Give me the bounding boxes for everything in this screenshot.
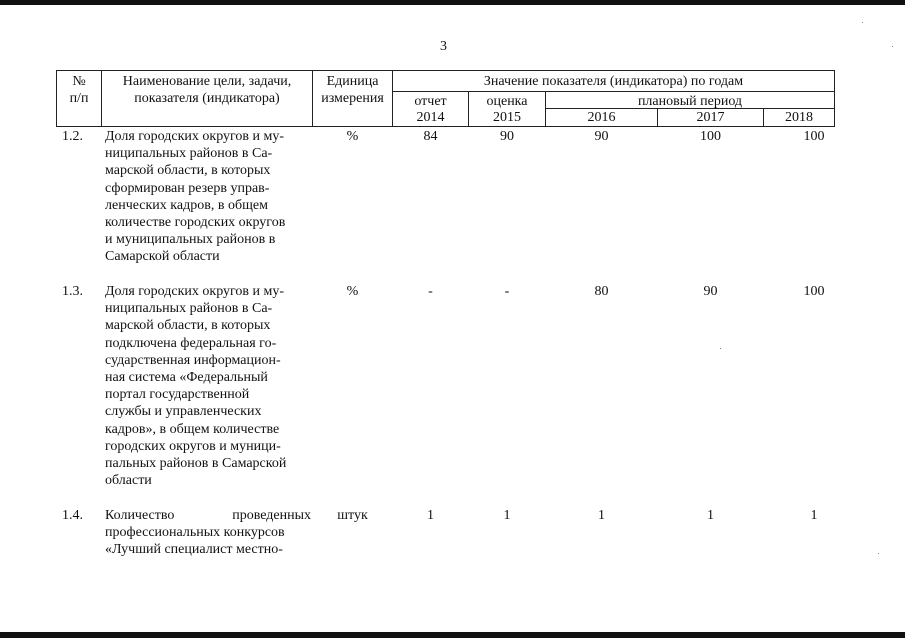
- row-value: 1: [598, 508, 605, 523]
- row-name: [105, 128, 311, 266]
- row-name-line: марской области, в которых: [105, 163, 271, 179]
- row-value: 1: [707, 508, 714, 523]
- header-num: № п/п: [69, 74, 89, 106]
- row-value: 90: [703, 284, 718, 299]
- header-year: 2015: [493, 110, 521, 125]
- row-unit: %: [346, 129, 359, 144]
- bottom-border: [0, 632, 905, 638]
- row-name-line: кадров», в общем количестве: [105, 421, 280, 437]
- scan-speck: [892, 46, 893, 47]
- row-unit: %: [346, 284, 359, 299]
- row-value: 100: [803, 284, 825, 299]
- row-name-line: количестве городских округов: [105, 215, 286, 231]
- top-border: [0, 0, 905, 5]
- row-value: 90: [594, 129, 609, 144]
- row-name-line: марской области, в которых: [105, 318, 271, 334]
- row-value: -: [504, 284, 510, 299]
- row-value: 84: [423, 129, 438, 144]
- header-report: отчет: [414, 94, 447, 109]
- row-value: 90: [500, 129, 514, 144]
- row-value: 100: [803, 129, 825, 144]
- header-planned-period: плановый период: [637, 94, 743, 109]
- header-unit: Единица измерения: [321, 74, 384, 106]
- page-number: 3: [440, 39, 447, 54]
- row-name: [105, 507, 311, 559]
- row-number: 1.2.: [62, 129, 83, 144]
- row-name-line: службы и управленческих: [105, 404, 262, 420]
- row-name-line: Самарской области: [105, 249, 220, 265]
- row-name-line: ленческих кадров, в общем: [105, 197, 268, 213]
- row-name-line: сформирован резерв управ-: [105, 180, 270, 196]
- row-value: -: [428, 284, 433, 299]
- row-name-line: ниципальных районов в Са-: [105, 146, 273, 162]
- row-number: 1.4.: [62, 508, 83, 523]
- row-name-line: и муниципальных районов в: [105, 232, 276, 248]
- row-name-line: области: [105, 473, 152, 489]
- row-number: 1.3.: [62, 284, 83, 299]
- header-name: Наименование цели, задачи, показателя (индикатора): [122, 74, 292, 106]
- header-estimate: оценка: [486, 94, 528, 109]
- row-unit: штук: [337, 508, 368, 523]
- row-value: 80: [594, 284, 609, 299]
- scan-speck: [878, 553, 879, 554]
- header-mid-line: [392, 91, 835, 92]
- header-year: 2018: [785, 110, 813, 125]
- row-name-line: пальных районов в Самарской: [105, 456, 287, 472]
- scan-speck: [720, 348, 721, 349]
- row-value: 100: [700, 129, 721, 144]
- row-name-line: портал государственной: [105, 387, 250, 403]
- header-bottom-line: [56, 126, 835, 127]
- row-value: 1: [810, 508, 818, 523]
- row-name-line: профессиональных конкурсов: [105, 525, 285, 541]
- row-name-line: Количество проведенных: [105, 508, 311, 523]
- row-name-line: сударственная информацион-: [105, 352, 281, 368]
- row-name: [105, 283, 311, 489]
- scan-speck: [862, 22, 863, 23]
- row-name-line: ниципальных районов в Са-: [105, 301, 273, 317]
- row-name-line: «Лучший специалист местно-: [105, 542, 283, 558]
- row-name-line: подключена федеральная го-: [105, 335, 277, 351]
- header-year: 2017: [696, 110, 725, 125]
- header-values-title: Значение показателя (индикатора) по годам: [483, 74, 744, 89]
- header-top-line: [56, 70, 835, 71]
- row-name-line: ная система «Федеральный: [105, 370, 268, 386]
- header-year: 2016: [587, 110, 616, 125]
- header-year: 2014: [416, 110, 445, 125]
- row-value: 1: [427, 508, 434, 523]
- header-vline: [834, 70, 835, 127]
- row-name-line: городских округов и муници-: [105, 438, 281, 454]
- row-name-line: Доля городских округов и му-: [105, 129, 285, 144]
- row-name-line: Доля городских округов и му-: [105, 284, 285, 299]
- row-value: 1: [503, 508, 511, 523]
